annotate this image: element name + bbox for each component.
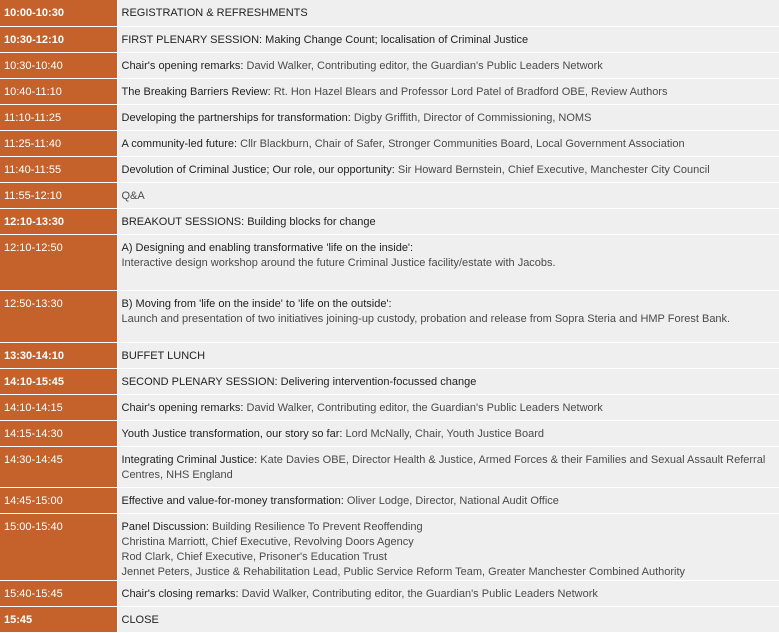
session-time: 14:15-14:30 [0, 420, 117, 446]
agenda-row [0, 606, 779, 632]
session-time: 15:00-15:40 [0, 513, 117, 580]
session-label: Devolution of Criminal Justice; Our role, our opportunity: [121, 163, 395, 176]
session-description [117, 182, 779, 208]
agenda-row [0, 208, 779, 234]
session-title-line [122, 349, 774, 364]
session-detail: Building Resilience To Prevent Reoffending [208, 520, 423, 533]
session-description [117, 342, 779, 368]
session-detail: Rt. Hon Hazel Blears and Professor Lord Patel of Bradford OBE, Review Authors [270, 85, 668, 98]
agenda-row [0, 182, 779, 208]
session-label: CLOSE [121, 613, 159, 626]
session-detail: Cllr Blackburn, Chair of Safer, Stronger Communities Board, Local Government Association [237, 137, 685, 150]
session-title-line [122, 587, 774, 602]
session-description [117, 446, 779, 487]
session-description [117, 208, 779, 234]
session-extra-line: Christina Marriott, Chief Executive, Revolving Doors Agency [121, 535, 414, 548]
session-time: 12:10-12:50 [0, 234, 117, 290]
session-time: 10:30-10:40 [0, 52, 117, 78]
session-time: 10:00-10:30 [0, 0, 117, 26]
session-description [117, 368, 779, 394]
session-title-line [122, 613, 774, 628]
session-label: The Breaking Barriers Review: [121, 85, 271, 98]
session-time: 11:40-11:55 [0, 156, 117, 182]
session-label: BUFFET LUNCH [121, 349, 206, 362]
session-title-line [122, 401, 774, 416]
agenda-row [0, 290, 779, 342]
session-title-line [122, 33, 774, 48]
session-time: 14:10-15:45 [0, 368, 117, 394]
session-time: 11:25-11:40 [0, 130, 117, 156]
session-time: 14:10-14:15 [0, 394, 117, 420]
session-time: 10:30-12:10 [0, 26, 117, 52]
agenda-row [0, 234, 779, 290]
session-time: 15:45 [0, 606, 117, 632]
session-label: SECOND PLENARY SESSION: Delivering intervention-focussed change [121, 375, 477, 388]
session-label: Developing the partnerships for transformation: [121, 111, 351, 124]
session-label: Chair's opening remarks: [121, 401, 244, 414]
session-description [117, 513, 779, 580]
agenda-row [0, 130, 779, 156]
session-title-line [122, 111, 774, 126]
agenda-row [0, 0, 779, 26]
session-description [117, 487, 779, 513]
session-detail: Lord McNally, Chair, Youth Justice Board [342, 427, 544, 440]
session-label: FIRST PLENARY SESSION: Making Change Count; localisation of Criminal Justice [121, 33, 529, 46]
session-description [117, 0, 779, 26]
session-label: B) Moving from 'life on the inside' to 'life on the outside': [121, 297, 392, 310]
session-description [117, 394, 779, 420]
session-description [117, 78, 779, 104]
session-title-line [122, 453, 774, 483]
agenda-row [0, 342, 779, 368]
session-label: REGISTRATION & REFRESHMENTS [121, 7, 308, 19]
agenda-row [0, 78, 779, 104]
agenda-row [0, 156, 779, 182]
session-label: Effective and value-for-money transformation: [121, 494, 344, 507]
session-description [117, 130, 779, 156]
session-title-line [122, 59, 774, 74]
session-title-line [122, 189, 774, 204]
session-label: Panel Discussion: [121, 520, 209, 533]
session-description [117, 234, 779, 290]
session-description [117, 580, 779, 606]
session-time: 11:10-11:25 [0, 104, 117, 130]
session-title-line [122, 494, 774, 509]
session-label: BREAKOUT SESSIONS: Building blocks for change [121, 215, 376, 228]
session-title-line [122, 6, 774, 21]
agenda-row [0, 580, 779, 606]
session-time: 10:40-11:10 [0, 78, 117, 104]
session-title-line [122, 241, 774, 256]
session-title-line [122, 375, 774, 390]
session-extra-line: Interactive design workshop around the future Criminal Justice facility/estate with Jacobs. [121, 256, 556, 269]
session-title-line [122, 297, 774, 312]
session-detail: David Walker, Contributing editor, the Guardian's Public Leaders Network [238, 587, 598, 600]
agenda-row [0, 487, 779, 513]
session-time: 11:55-12:10 [0, 182, 117, 208]
session-time: 15:40-15:45 [0, 580, 117, 606]
agenda-row [0, 513, 779, 580]
session-label: Chair's opening remarks: [121, 59, 244, 72]
session-description [117, 52, 779, 78]
agenda-row [0, 52, 779, 78]
agenda-row [0, 26, 779, 52]
session-detail: Sir Howard Bernstein, Chief Executive, Manchester City Council [394, 163, 710, 176]
session-title-line [122, 85, 774, 100]
session-time: 14:30-14:45 [0, 446, 117, 487]
session-detail: Kate Davies OBE, Director Health & Justice, Armed Forces & their Families and Sexual Assault Referral Centres, NHS England [121, 453, 766, 481]
session-detail: Oliver Lodge, Director, National Audit Office [343, 494, 559, 507]
session-description [117, 156, 779, 182]
session-extra-line: Rod Clark, Chief Executive, Prisoner's Education Trust [121, 550, 388, 563]
session-detail: David Walker, Contributing editor, the Guardian's Public Leaders Network [243, 401, 603, 414]
session-time: 14:45-15:00 [0, 487, 117, 513]
session-title-line [122, 215, 774, 230]
agenda-row [0, 394, 779, 420]
session-label: Youth Justice transformation, our story so far: [121, 427, 343, 440]
session-detail: Digby Griffith, Director of Commissioning, NOMS [350, 111, 592, 124]
session-extra-line: Jennet Peters, Justice & Rehabilitation Lead, Public Service Reform Team, Greater Manchester Combined Authority [121, 565, 686, 578]
session-label: A) Designing and enabling transformative 'life on the inside': [121, 241, 414, 254]
agenda-row [0, 368, 779, 394]
session-time: 13:30-14:10 [0, 342, 117, 368]
session-time: 12:50-13:30 [0, 290, 117, 342]
session-label: Chair's closing remarks: [121, 587, 239, 600]
agenda-row [0, 420, 779, 446]
session-description [117, 26, 779, 52]
session-description [117, 420, 779, 446]
session-extra-line: Launch and presentation of two initiatives joining-up custody, probation and release from Sopra Steria and HMP Forest Bank. [121, 312, 731, 325]
agenda-row [0, 446, 779, 487]
session-detail: Q&A [121, 189, 145, 202]
agenda-row [0, 104, 779, 130]
session-title-line [122, 163, 774, 178]
session-title-line [122, 520, 774, 535]
session-description [117, 104, 779, 130]
session-description [117, 606, 779, 632]
session-time: 12:10-13:30 [0, 208, 117, 234]
session-label: A community-led future: [121, 137, 238, 150]
session-title-line [122, 427, 774, 442]
session-detail: David Walker, Contributing editor, the Guardian's Public Leaders Network [243, 59, 603, 72]
session-title-line [122, 137, 774, 152]
session-description [117, 290, 779, 342]
session-label: Integrating Criminal Justice: [121, 453, 258, 466]
